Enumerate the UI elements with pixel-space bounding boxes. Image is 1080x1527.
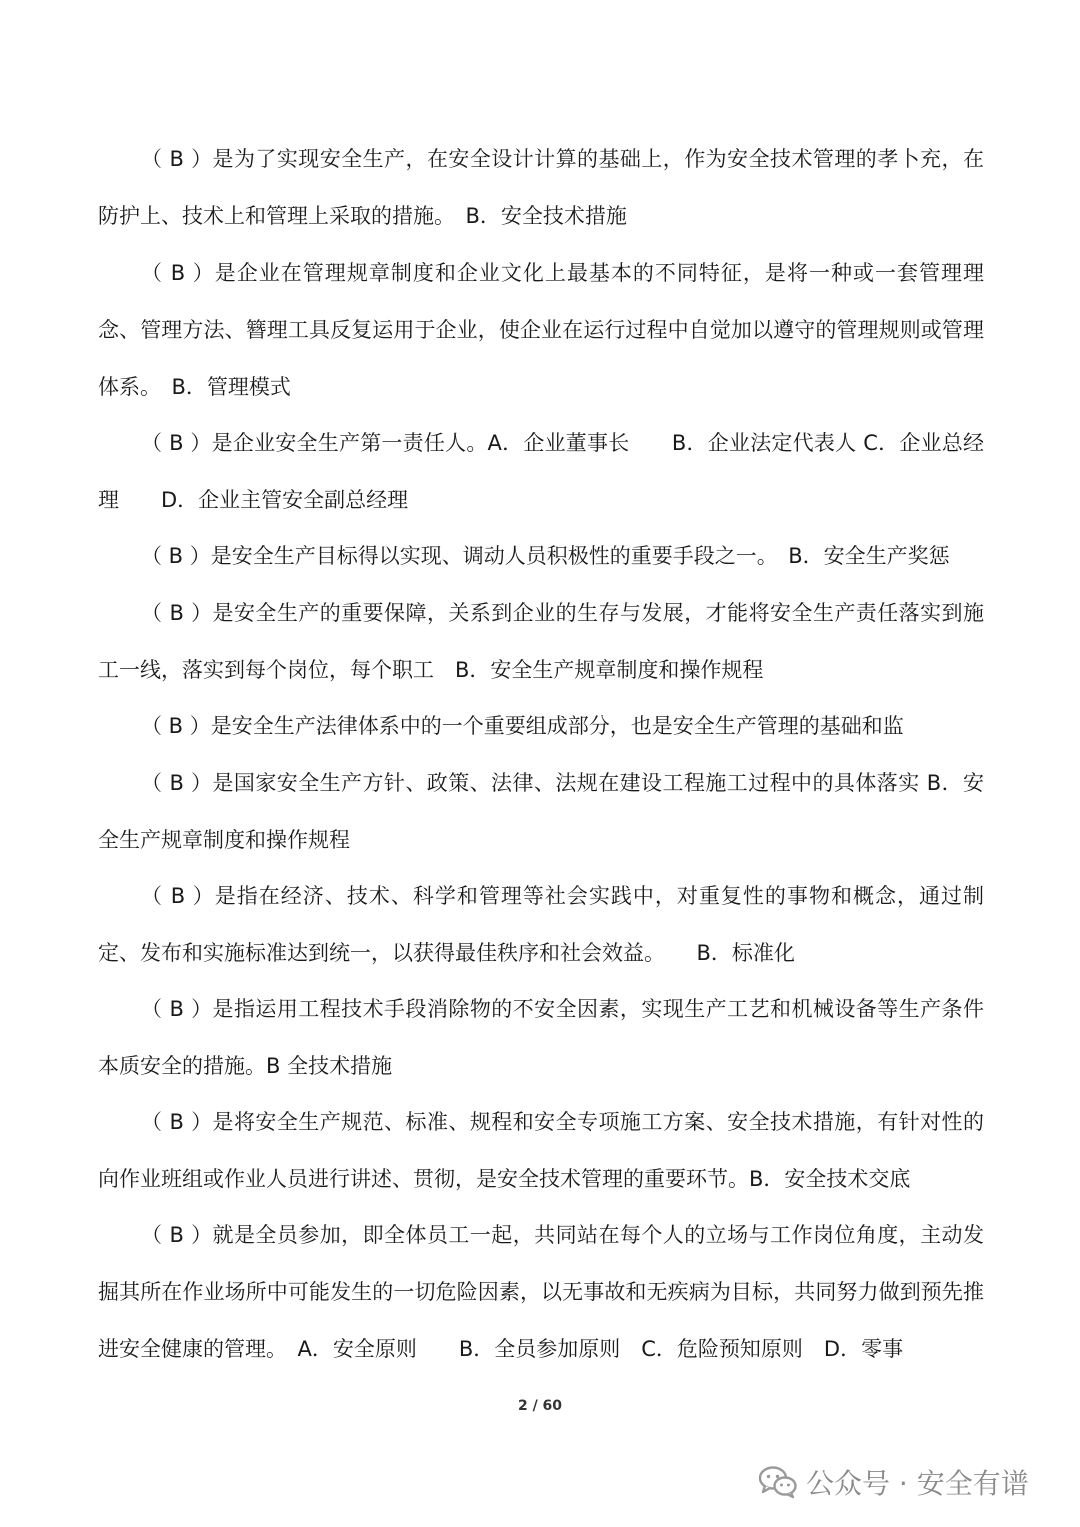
- question-6: （ B ）是安全生产法律体系中的一个重要组成部分，也是安全生产管理的基础和监: [141, 714, 904, 738]
- question-3: （ B ）是企业安全生产第一责任人。A．企业董事长 B．企业法定代表人 C．企业总经理 D．企业主管安全副总经理: [98, 431, 984, 512]
- watermark: [758, 1462, 1029, 1502]
- question-7: （ B ）是国家安全生产方针、政策、法律、法规在建设工程施工过程中的具体落实 B．安全生产规章制度和操作规程: [98, 771, 984, 852]
- question-2: （ B ）是企业在管理规章制度和企业文化上最基本的不同特征，是将一种或一套管理理念、管理方法、簪理工具反复运用于企业，使企业在运行过程中自觉加以遵守的管理规则或管理体系。 B．管理模式: [98, 261, 984, 399]
- question-8: （ B ）是指在经济、技术、科学和管理等社会实践中，对重复性的事物和概念，通过制定、发布和实施标准达到统一，以获得最佳秩序和社会效益。 B．标准化: [98, 884, 984, 965]
- question-11: （ B ）就是全员参加，即全体员工一起，共同站在每个人的立场与工作岗位角度，主动发掘其所在作业场所中可能发生的一切危险因素，以无事故和无疾病为目标，共同努力做到预先推进安全健康的管理。 A．安全原则 B．全员参加原则 C．危险预知原则 D．零事: [98, 1223, 984, 1361]
- question-1: （ B ）是为了实现安全生产，在安全设计计算的基础上，作为安全技术管理的孝卜充，在防护上、技术上和管理上采取的措施。 B．安全技术措施: [98, 147, 984, 228]
- question-9: （ B ）是指运用工程技术手段消除物的不安全因素，实现生产工艺和机械设备等生产条件本质安全的措施。B 全技术措施: [98, 997, 984, 1078]
- question-10: （ B ）是将安全生产规范、标准、规程和安全专项施工方案、安全技术措施，有针对性的向作业班组或作业人员进行讲述、贯彻，是安全技术管理的重要环节。B．安全技术交底: [98, 1110, 984, 1191]
- watermark-text: 公众号 · 安全有谱: [806, 1467, 1029, 1500]
- question-4: （ B ）是安全生产目标得以实现、调动人员积极性的重要手段之一。 B．安全生产奖惩: [141, 544, 950, 568]
- wechat-icon: [758, 1465, 798, 1499]
- question-5: （ B ）是安全生产的重要保障，关系到企业的生存与发展，才能将安全生产责任落实到施工一线，落实到每个岗位，每个职工 B．安全生产规章制度和操作规程: [98, 601, 984, 682]
- page-indicator: 2 / 60: [517, 1398, 563, 1414]
